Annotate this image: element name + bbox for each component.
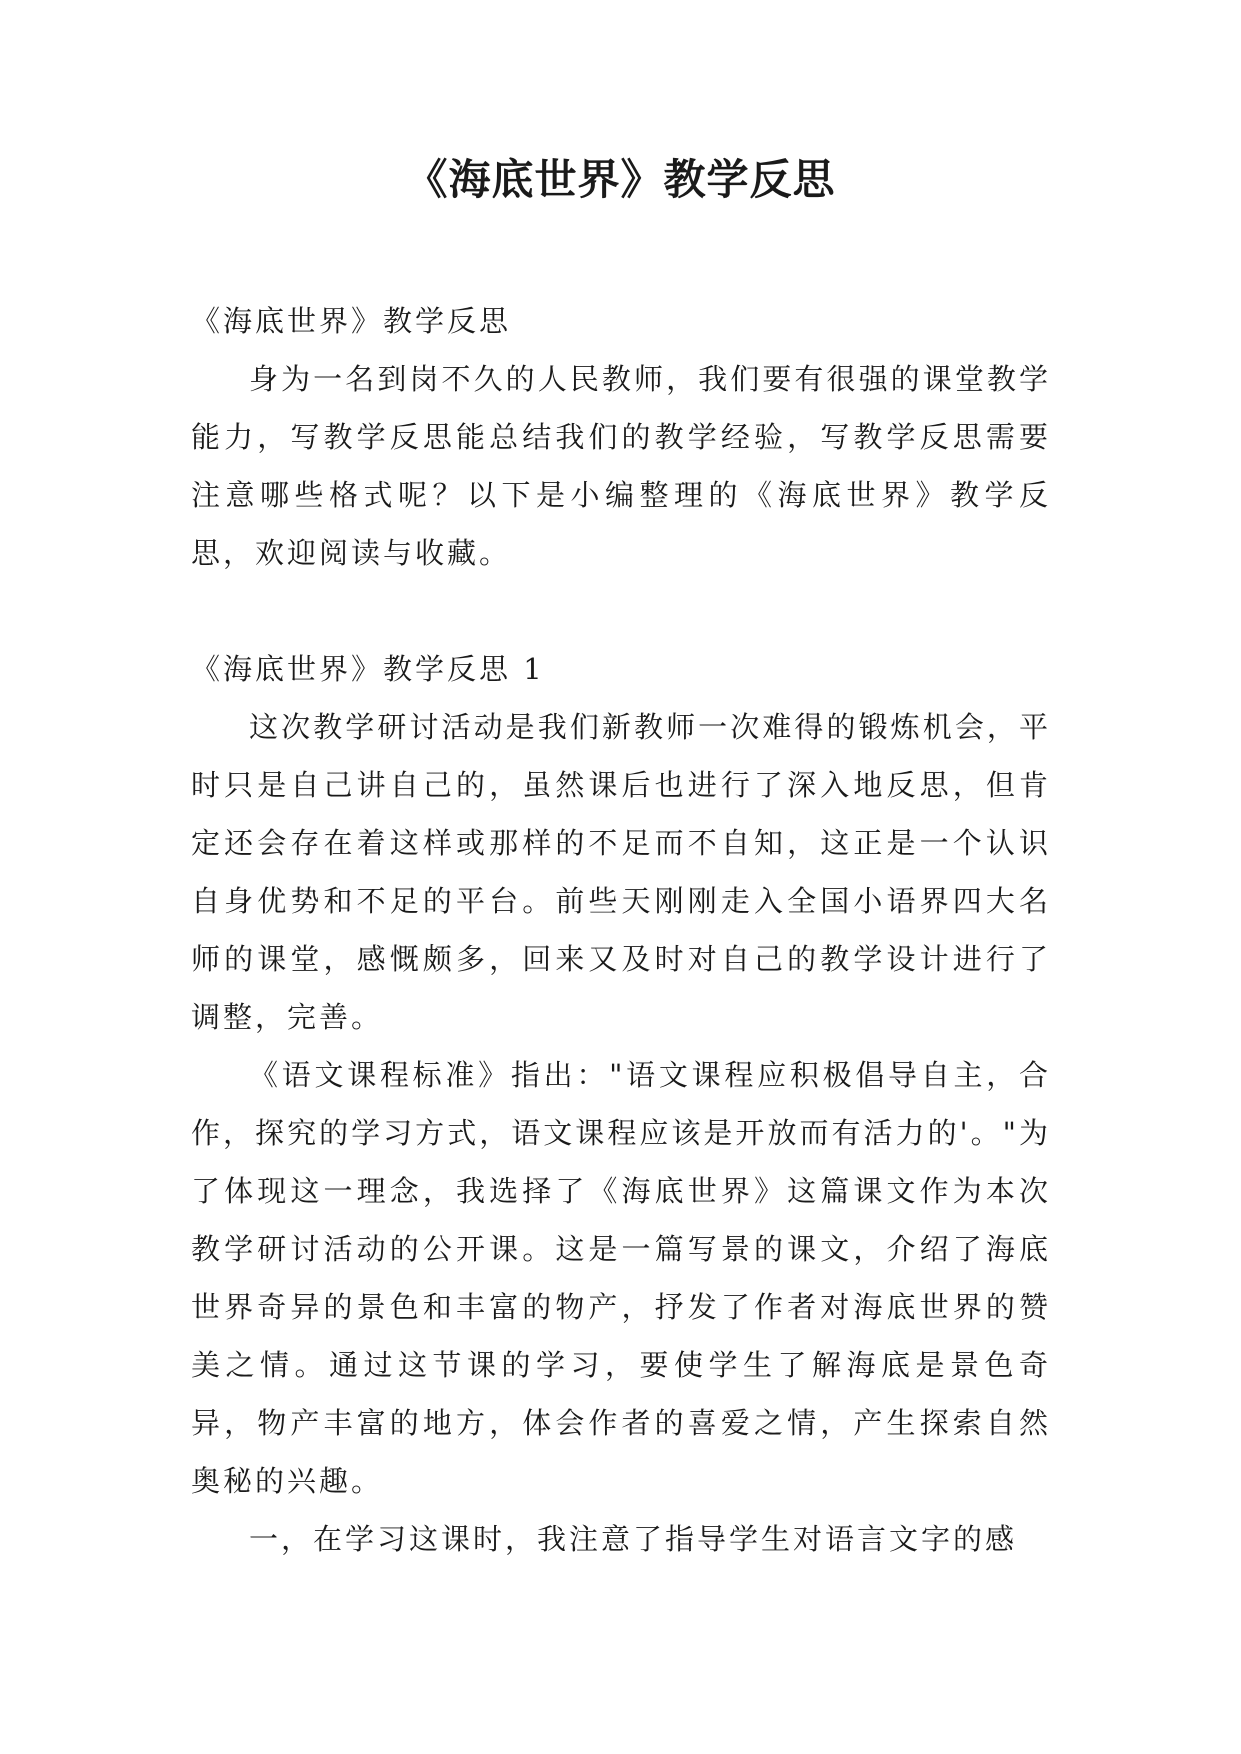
document-title: 《海底世界》教学反思 <box>405 155 836 204</box>
body-paragraph: 《语文课程标准》指出："语文课程应积极倡导自主，合作，探究的学习方式，语文课程应该是开放而有活力的'。"为了体现这一理念，我选择了《海底世界》这篇课文作为本次教学研讨活动的公开课。这是一篇写景的课文，介绍了海底世界奇异的景色和丰富的物产，抒发了作者对海底世界的赞美之情。通过这节课的学习，要使学生了解海底是景色奇异，物产丰富的地方，体会作者的喜爱之情，产生探索自然奥秘的兴趣。 <box>191 1058 1051 1498</box>
section-spacer <box>191 582 1051 640</box>
body-paragraph: 这次教学研讨活动是我们新教师一次难得的锻炼机会，平时只是自己讲自己的，虽然课后也进行了深入地反思，但肯定还会存在着这样或那样的不足而不自知，这正是一个认识自身优势和不足的平台。前些天刚刚走入全国小语界四大名师的课堂，感慨颇多，回来又及时对自己的教学设计进行了调整，完善。 <box>191 710 1051 1034</box>
section-heading: 《海底世界》教学反思 1 <box>191 652 545 686</box>
body-paragraph: 一，在学习这课时，我注意了指导学生对语言文字的感 <box>249 1522 1018 1556</box>
section-heading: 《海底世界》教学反思 <box>191 304 512 338</box>
intro-paragraph: 身为一名到岗不久的人民教师，我们要有很强的课堂教学能力，写教学反思能总结我们的教学经验，写教学反思需要注意哪些格式呢？以下是小编整理的《海底世界》教学反思，欢迎阅读与收藏。 <box>191 362 1051 570</box>
document-body <box>191 292 1051 1568</box>
